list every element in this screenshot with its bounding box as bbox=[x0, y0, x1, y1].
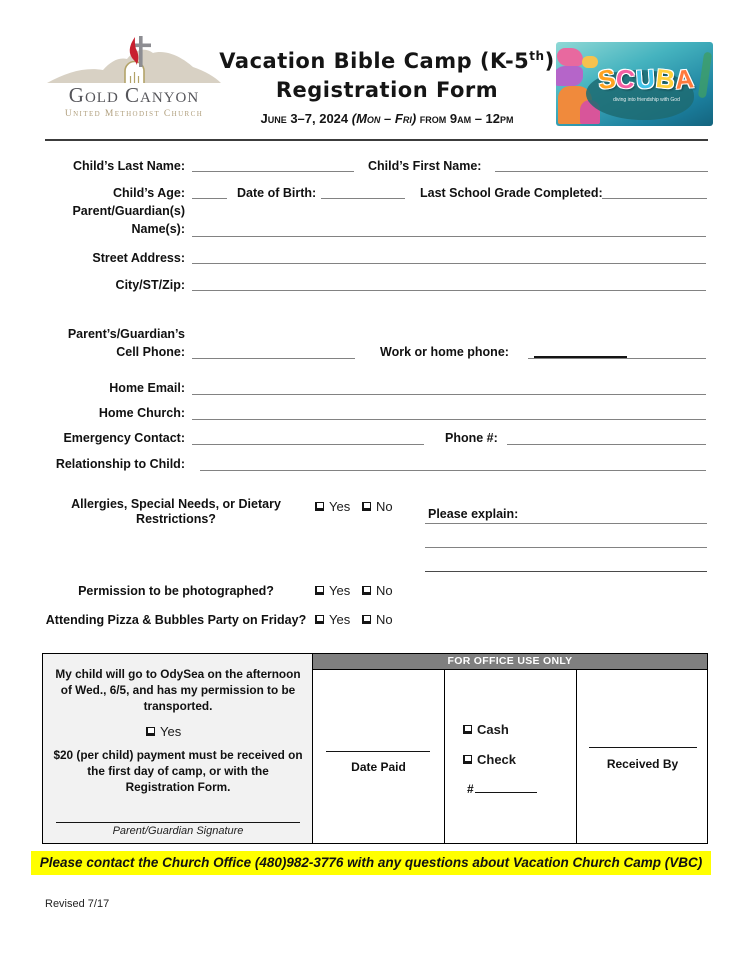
date-days: (Mon – Fri) bbox=[351, 111, 417, 126]
allergies-yes-option bbox=[315, 499, 350, 514]
church-logo-graphic bbox=[45, 34, 223, 84]
check-number-field bbox=[467, 782, 557, 796]
church-subtitle: United Methodist Church bbox=[64, 109, 204, 119]
no-label: No bbox=[376, 612, 393, 627]
allergies-question-line1: Allergies, Special Needs, or Dietary bbox=[71, 497, 281, 511]
work-home-phone-underscores bbox=[534, 356, 627, 358]
yes-label: Yes bbox=[160, 724, 182, 739]
explain-line-3[interactable] bbox=[425, 571, 707, 572]
office-use-table bbox=[42, 653, 708, 844]
photo-no-option bbox=[362, 583, 393, 598]
scuba-letter: C bbox=[614, 63, 638, 95]
received-by-line[interactable] bbox=[589, 747, 697, 748]
check-number-line[interactable] bbox=[475, 782, 537, 793]
cash-checkbox[interactable] bbox=[463, 725, 472, 734]
scuba-vbs-artwork bbox=[556, 42, 713, 126]
form-title-line1 bbox=[212, 42, 562, 76]
allergies-no-option bbox=[362, 499, 393, 514]
child-last-name-line[interactable] bbox=[192, 171, 354, 172]
child-last-name-label: Child’s Last Name: bbox=[72, 159, 185, 173]
city-st-zip-label: City/ST/Zip: bbox=[115, 278, 185, 292]
allergies-question-line2: Restrictions? bbox=[136, 512, 216, 526]
pizza-no-option bbox=[362, 612, 393, 627]
received-by-label: Received By bbox=[606, 757, 679, 771]
photo-yes-option bbox=[315, 583, 350, 598]
revision-note: Revised 7/17 bbox=[45, 898, 110, 910]
column-divider bbox=[444, 670, 445, 843]
emergency-phone-label: Phone #: bbox=[445, 431, 498, 445]
scuba-letter: U bbox=[634, 63, 657, 95]
pizza-yes-checkbox[interactable] bbox=[315, 615, 324, 624]
scuba-letter: B bbox=[654, 63, 677, 95]
parent-names-label-line2: Name(s): bbox=[131, 222, 185, 236]
cash-option bbox=[463, 722, 509, 737]
please-explain-label: Please explain: bbox=[428, 507, 519, 521]
child-first-name-line[interactable] bbox=[495, 171, 708, 172]
check-option bbox=[463, 752, 516, 767]
cash-label: Cash bbox=[477, 722, 509, 737]
date-range: June 3–7, 2024 bbox=[260, 111, 352, 126]
photo-yes-checkbox[interactable] bbox=[315, 586, 324, 595]
no-label: No bbox=[376, 499, 393, 514]
check-checkbox[interactable] bbox=[463, 755, 472, 764]
child-first-name-label: Child’s First Name: bbox=[368, 159, 482, 173]
cell-phone-label-line1: Parent’s/Guardian’s bbox=[67, 327, 185, 341]
home-church-label: Home Church: bbox=[98, 406, 185, 420]
coral-shape bbox=[557, 48, 583, 66]
date-paid-label: Date Paid bbox=[351, 760, 406, 774]
relationship-line[interactable] bbox=[200, 470, 706, 471]
pizza-yes-option bbox=[315, 612, 350, 627]
odysea-permission-cell bbox=[43, 654, 313, 843]
street-address-line[interactable] bbox=[192, 263, 706, 264]
parent-names-label-line1: Parent/Guardian(s) bbox=[72, 204, 185, 218]
explain-line-2[interactable] bbox=[425, 547, 707, 548]
pizza-party-question: Attending Pizza & Bubbles Party on Friday? bbox=[45, 613, 307, 627]
allergies-yes-checkbox[interactable] bbox=[315, 502, 324, 511]
home-email-label: Home Email: bbox=[109, 381, 185, 395]
form-title-line2: Registration Form bbox=[275, 78, 499, 102]
street-address-label: Street Address: bbox=[92, 251, 185, 265]
camp-dates bbox=[212, 111, 562, 126]
signature-line[interactable] bbox=[56, 822, 300, 823]
contact-notice: Please contact the Church Office (480)982-3776 with any questions about Vacation Church Camp (VBC) bbox=[31, 851, 711, 875]
last-grade-line[interactable] bbox=[602, 198, 707, 199]
no-label: No bbox=[376, 583, 393, 598]
photo-no-checkbox[interactable] bbox=[362, 586, 371, 595]
scuba-tagline: diving into friendship with God bbox=[613, 97, 680, 103]
form-title-block bbox=[212, 42, 562, 126]
check-number-prefix: # bbox=[467, 782, 474, 796]
church-logo bbox=[45, 34, 223, 119]
yes-label: Yes bbox=[329, 499, 351, 514]
emergency-contact-label: Emergency Contact: bbox=[63, 431, 185, 445]
date-of-birth-line[interactable] bbox=[321, 198, 405, 199]
yes-label: Yes bbox=[329, 612, 351, 627]
relationship-label: Relationship to Child: bbox=[55, 457, 185, 471]
scuba-letter: A bbox=[674, 63, 697, 95]
city-st-zip-line[interactable] bbox=[192, 290, 706, 291]
emergency-phone-line[interactable] bbox=[507, 444, 706, 445]
cell-phone-label-line2: Cell Phone: bbox=[116, 345, 185, 359]
work-home-phone-line[interactable] bbox=[528, 358, 706, 359]
scuba-letter: S bbox=[595, 62, 619, 96]
odysea-yes-checkbox[interactable] bbox=[146, 727, 155, 736]
allergies-no-checkbox[interactable] bbox=[362, 502, 371, 511]
payment-statement: $20 (per child) payment must be received on the first day of camp, or with the Registration Form. bbox=[53, 748, 303, 794]
cell-phone-line[interactable] bbox=[192, 358, 355, 359]
child-age-line[interactable] bbox=[192, 198, 227, 199]
church-name: Gold Canyon bbox=[68, 83, 200, 107]
contact-banner-row bbox=[0, 851, 742, 875]
child-age-label: Child’s Age: bbox=[113, 186, 185, 200]
signature-label: Parent/Guardian Signature bbox=[112, 825, 244, 837]
coral-shape bbox=[556, 66, 583, 86]
explain-line-1[interactable] bbox=[425, 523, 707, 524]
emergency-contact-line[interactable] bbox=[192, 444, 424, 445]
parent-names-line[interactable] bbox=[192, 236, 706, 237]
date-of-birth-label: Date of Birth: bbox=[237, 186, 317, 200]
odysea-statement: My child will go to OdySea on the afternoon of Wed., 6/5, and has my permission to be transported. bbox=[55, 667, 301, 713]
title-close-paren: ) bbox=[544, 49, 555, 73]
work-home-phone-label: Work or home phone: bbox=[380, 345, 509, 359]
odysea-yes-option bbox=[146, 724, 181, 739]
photo-permission-question: Permission to be photographed? bbox=[78, 584, 274, 598]
last-grade-label: Last School Grade Completed: bbox=[420, 186, 603, 200]
office-use-header: FOR OFFICE USE ONLY bbox=[313, 654, 707, 670]
home-church-line[interactable] bbox=[192, 419, 706, 420]
date-paid-line[interactable] bbox=[326, 751, 430, 752]
yes-label: Yes bbox=[329, 583, 351, 598]
header-divider bbox=[45, 139, 708, 141]
scuba-logo-text bbox=[580, 62, 713, 96]
home-email-line[interactable] bbox=[192, 394, 706, 395]
title-superscript: th bbox=[529, 49, 545, 63]
check-label: Check bbox=[477, 752, 517, 767]
title-main-text: Vacation Bible Camp (K-5 bbox=[219, 49, 530, 73]
date-hours: from 9am – 12pm bbox=[416, 111, 514, 126]
pizza-no-checkbox[interactable] bbox=[362, 615, 371, 624]
